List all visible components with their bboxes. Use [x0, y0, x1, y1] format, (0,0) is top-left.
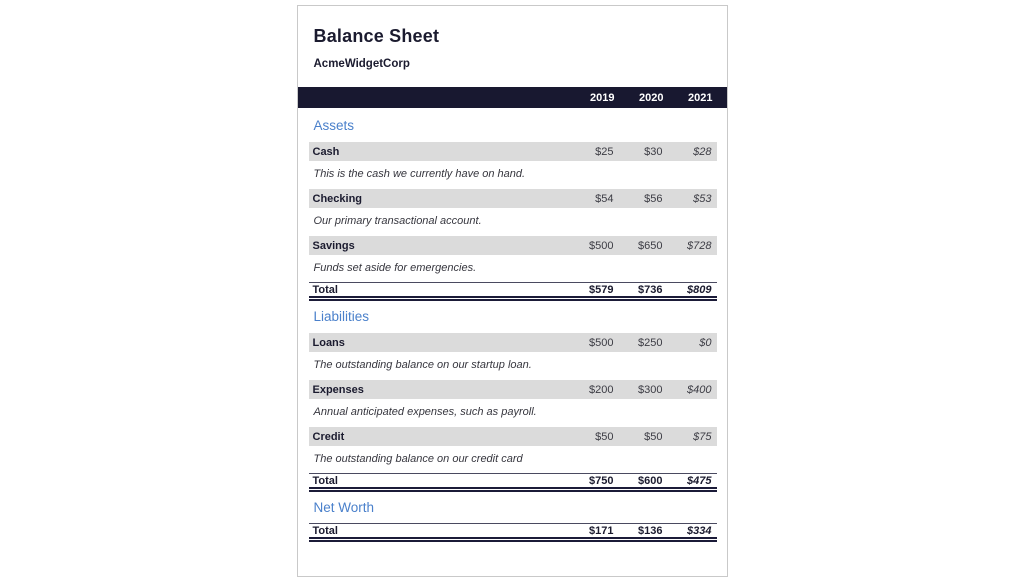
line-item-label: Checking	[312, 192, 363, 205]
value-2019: $500	[589, 239, 614, 252]
total-value-2020: $736	[638, 283, 663, 296]
line-item-description: This is the cash we currently have on hand.	[313, 168, 526, 180]
total-value-2021: $475	[687, 474, 712, 487]
total-value-2019: $579	[589, 283, 614, 296]
value-2019: $25	[595, 145, 614, 158]
line-item-row-cash	[309, 142, 717, 161]
line-item-row-loans	[309, 333, 717, 352]
line-item-description: Our primary transactional account.	[313, 215, 482, 227]
total-value-2020: $600	[638, 474, 663, 487]
value-2020: $650	[638, 239, 663, 252]
total-value-2021: $809	[687, 283, 712, 296]
value-2019: $500	[589, 336, 614, 349]
value-2019: $50	[595, 430, 614, 443]
value-2021: $728	[687, 239, 712, 252]
total-label: Total	[312, 283, 338, 296]
value-2021: $28	[693, 145, 712, 158]
page-header	[298, 6, 727, 71]
report-body	[298, 118, 727, 542]
value-2020: $50	[644, 430, 663, 443]
year-column-2019: 2019	[590, 91, 615, 104]
page-title: Balance Sheet	[313, 26, 440, 46]
section-heading-net-worth: Net Worth	[313, 500, 375, 515]
value-2021: $0	[699, 336, 712, 349]
line-item-row-expenses	[309, 380, 717, 399]
total-value-2020: $136	[638, 524, 663, 537]
value-2019: $54	[595, 192, 614, 205]
net-worth-total-row	[309, 523, 717, 542]
total-label: Total	[312, 524, 338, 537]
line-item-label: Savings	[312, 239, 355, 252]
company-name: AcmeWidgetCorp	[313, 58, 410, 70]
value-2020: $250	[638, 336, 663, 349]
value-2020: $56	[644, 192, 663, 205]
value-2020: $30	[644, 145, 663, 158]
line-item-label: Loans	[312, 336, 345, 349]
balance-sheet-page	[297, 5, 728, 577]
total-label: Total	[312, 474, 338, 487]
year-header-row	[298, 87, 727, 108]
total-value-2021: $334	[687, 524, 712, 537]
value-2021: $400	[687, 383, 712, 396]
line-item-label: Expenses	[312, 383, 364, 396]
value-2020: $300	[638, 383, 663, 396]
total-value-2019: $171	[589, 524, 614, 537]
line-item-row-checking	[309, 189, 717, 208]
line-item-label: Credit	[312, 430, 345, 443]
line-item-description: Funds set aside for emergencies.	[313, 262, 477, 274]
line-item-label: Cash	[312, 145, 340, 158]
value-2019: $200	[589, 383, 614, 396]
line-item-description: The outstanding balance on our startup loan.	[313, 359, 532, 371]
line-item-row-savings	[309, 236, 717, 255]
line-item-row-credit	[309, 427, 717, 446]
assets-total-row	[309, 282, 717, 301]
value-2021: $75	[693, 430, 712, 443]
liabilities-total-row	[309, 473, 717, 492]
value-2021: $53	[693, 192, 712, 205]
line-item-description: The outstanding balance on our credit card	[313, 453, 523, 465]
line-item-description: Annual anticipated expenses, such as payroll.	[313, 406, 537, 418]
total-value-2019: $750	[589, 474, 614, 487]
year-column-2020: 2020	[639, 91, 664, 104]
year-column-2021: 2021	[688, 91, 713, 104]
section-heading-liabilities: Liabilities	[313, 309, 370, 324]
section-heading-assets: Assets	[313, 118, 355, 133]
